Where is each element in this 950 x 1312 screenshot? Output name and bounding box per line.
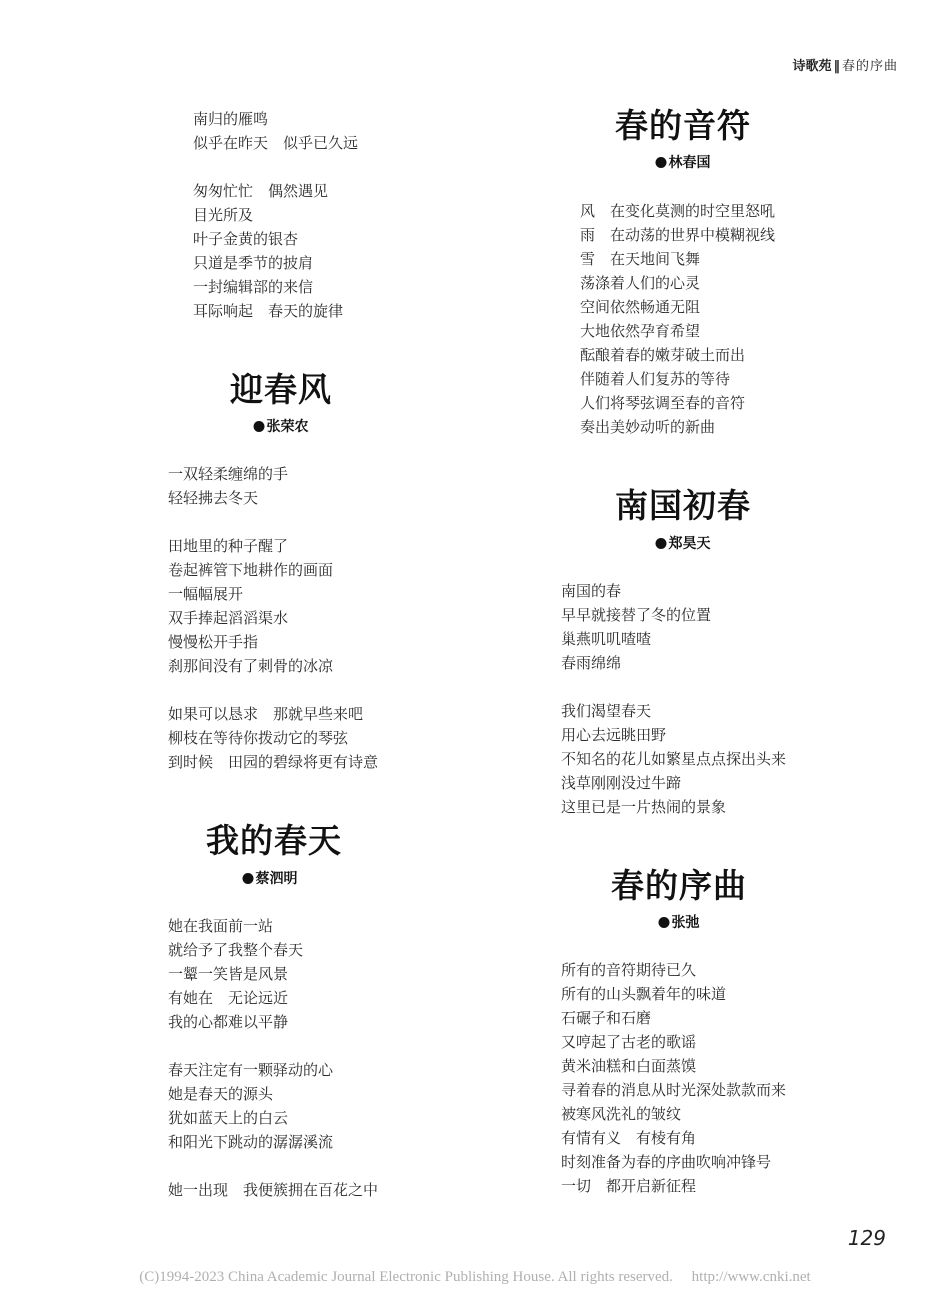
poem-line: 酝酿着春的嫩芽破土而出 — [580, 346, 746, 364]
running-head-section: 诗歌苑 — [792, 59, 832, 74]
poem-line: 柳枝在等待你拨动它的琴弦 — [168, 729, 349, 747]
poem-line: 黄米油糕和白面蒸馍 — [561, 1057, 697, 1075]
poem-line: 浅草刚刚没过牛蹄 — [561, 774, 682, 792]
poem-line: 早早就接替了冬的位置 — [561, 606, 712, 624]
poem-line: 双手捧起滔滔渠水 — [168, 609, 289, 627]
poem-line: 卷起裤管下地耕作的画面 — [168, 561, 334, 579]
running-head-separator: ‖ — [833, 59, 840, 74]
poem-line: 风 在变化莫测的时空里怒吼 — [580, 202, 776, 220]
poem-line: 用心去远眺田野 — [561, 726, 667, 744]
poem-line: 寻着春的消息从时光深处款款而来 — [561, 1081, 787, 1099]
poem-line: 犹如蓝天上的白云 — [168, 1109, 289, 1127]
poem-line: 有她在 无论远近 — [168, 989, 289, 1007]
poem-line: 她是春天的源头 — [168, 1085, 274, 1103]
running-head — [792, 55, 898, 74]
poem-line: 大地依然孕育希望 — [580, 322, 701, 340]
poem-line: 我们渴望春天 — [561, 702, 652, 720]
poem-line: 一幅幅展开 — [168, 585, 244, 603]
poem-line: 刹那间没有了刺骨的冰凉 — [168, 657, 334, 675]
poem-author-name: 张弛 — [671, 915, 700, 931]
poem-title: 迎春风 — [230, 370, 332, 409]
poem-line: 就给予了我整个春天 — [168, 941, 304, 959]
poem-line: 匆匆忙忙 偶然遇见 — [193, 182, 329, 200]
poem-title: 春的音符 — [615, 106, 751, 145]
poem-author — [656, 534, 711, 554]
poem-author — [659, 913, 700, 933]
bullet-dot-icon — [656, 157, 667, 168]
poem-title: 南国初春 — [615, 486, 751, 525]
poem-author-name: 蔡泗明 — [255, 871, 298, 887]
poem-line: 时刻准备为春的序曲吹响冲锋号 — [561, 1153, 772, 1171]
poem-line: 不知名的花儿如繁星点点探出头来 — [561, 750, 787, 768]
poem-line: 如果可以恳求 那就早些来吧 — [168, 705, 364, 723]
poem-line: 伴随着人们复苏的等待 — [580, 370, 731, 388]
poem-line: 叶子金黄的银杏 — [193, 230, 299, 248]
poem-author — [254, 417, 309, 437]
poem-line: 所有的音符期待已久 — [561, 961, 697, 979]
bullet-dot-icon — [254, 421, 265, 432]
poem-line: 被寒风洗礼的皱纹 — [561, 1105, 682, 1123]
poem-line: 又哼起了古老的歌谣 — [561, 1033, 697, 1051]
poem-line: 田地里的种子醒了 — [168, 537, 289, 555]
poem-author-name: 郑昊天 — [668, 536, 711, 552]
poem-title: 我的春天 — [206, 821, 342, 860]
poem-line: 一颦一笑皆是风景 — [168, 965, 289, 983]
poem-line: 石碾子和石磨 — [561, 1009, 652, 1027]
poem-line: 有情有义 有棱有角 — [561, 1129, 697, 1147]
poem-line: 和阳光下跳动的潺潺溪流 — [168, 1133, 334, 1151]
poem-line: 一切 都开启新征程 — [561, 1177, 697, 1195]
poem-author-name: 张荣农 — [266, 419, 309, 435]
poem-line: 慢慢松开手指 — [168, 633, 259, 651]
poem-line: 荡涤着人们的心灵 — [580, 274, 701, 292]
poem-line: 空间依然畅通无阻 — [580, 298, 701, 316]
copyright-notice: (C)1994-2023 China Academic Journal Electronic Publishing House. All rights reserved. http://www.cnki.net — [139, 1269, 811, 1285]
poem-author — [243, 869, 298, 889]
poem-line: 春天注定有一颗驿动的心 — [168, 1061, 334, 1079]
poem-line: 到时候 田园的碧绿将更有诗意 — [168, 753, 379, 771]
poem-line: 奏出美妙动听的新曲 — [580, 418, 716, 436]
poem-line: 轻轻拂去冬天 — [168, 489, 259, 507]
poem-line: 所有的山头飘着年的味道 — [561, 985, 727, 1003]
poem-line: 巢燕叽叽喳喳 — [561, 630, 652, 648]
bullet-dot-icon — [243, 873, 254, 884]
poem-line: 目光所及 — [193, 206, 254, 224]
poem-line: 我的心都难以平静 — [168, 1013, 289, 1031]
poem-line: 南归的雁鸣 — [193, 110, 269, 128]
poem-line: 春雨绵绵 — [561, 654, 622, 672]
poem-line: 只道是季节的披肩 — [193, 254, 314, 272]
poem-line: 一封编辑部的来信 — [193, 278, 314, 296]
bullet-dot-icon — [656, 538, 667, 549]
poem-line: 似乎在昨天 似乎已久远 — [193, 134, 359, 152]
poem-line: 耳际响起 春天的旋律 — [193, 302, 344, 320]
running-head-title: 春的序曲 — [841, 59, 898, 74]
poem-line: 雨 在动荡的世界中模糊视线 — [580, 226, 776, 244]
poem-line: 她一出现 我便簇拥在百花之中 — [168, 1181, 379, 1199]
poem-line: 雪 在天地间飞舞 — [580, 250, 701, 268]
poem-line: 这里已是一片热闹的景象 — [561, 798, 727, 816]
page-number: 129 — [847, 1226, 886, 1250]
poem-line: 一双轻柔缠绵的手 — [168, 465, 289, 483]
poem-author-name: 林春国 — [668, 155, 711, 171]
poem-line: 她在我面前一站 — [168, 917, 274, 935]
poem-line: 人们将琴弦调至春的音符 — [580, 394, 746, 412]
poem-title: 春的序曲 — [611, 866, 747, 905]
poem-author — [656, 153, 711, 173]
bullet-dot-icon — [659, 917, 670, 928]
poem-line: 南国的春 — [561, 582, 622, 600]
